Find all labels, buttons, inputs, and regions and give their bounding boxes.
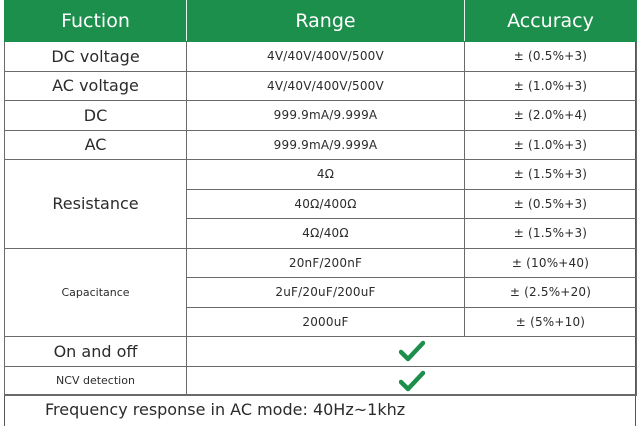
check-icon [399, 340, 425, 362]
range-cell: 999.9mA/9.999A [187, 101, 465, 131]
range-cell: 4V/40V/400V/500V [187, 42, 465, 72]
range-cell: 2000uF [187, 307, 465, 337]
range-cell: 4V/40V/400V/500V [187, 71, 465, 101]
function-cell: DC [5, 101, 187, 131]
accuracy-cell: ± (5%+10) [465, 307, 637, 337]
spec-table [4, 0, 637, 396]
function-cell: Capacitance [5, 248, 187, 337]
range-cell: 2uF/20uF/200uF [187, 278, 465, 308]
function-cell: AC [5, 130, 187, 160]
header-row [5, 1, 637, 42]
range-cell: 4Ω [187, 160, 465, 190]
accuracy-cell: ± (2.5%+20) [465, 278, 637, 308]
table-row [5, 337, 637, 367]
accuracy-cell: ± (1.5%+3) [465, 160, 637, 190]
function-cell: Resistance [5, 160, 187, 249]
range-cell: 40Ω/400Ω [187, 189, 465, 219]
support-cell [187, 337, 637, 367]
support-cell [187, 366, 637, 396]
frequency-response-note: Frequency response in AC mode: 40Hz~1khz [4, 394, 636, 426]
function-cell: AC voltage [5, 71, 187, 101]
header-range: Range [187, 1, 465, 42]
range-cell: 20nF/200nF [187, 248, 465, 278]
table-row [5, 71, 637, 101]
accuracy-cell: ± (1.5%+3) [465, 219, 637, 249]
check-icon [399, 370, 425, 392]
table-row [5, 248, 637, 278]
accuracy-cell: ± (0.5%+3) [465, 189, 637, 219]
accuracy-cell: ± (1.0%+3) [465, 71, 637, 101]
accuracy-cell: ± (0.5%+3) [465, 42, 637, 72]
table-row [5, 130, 637, 160]
function-cell: NCV detection [5, 366, 187, 396]
range-cell: 999.9mA/9.999A [187, 130, 465, 160]
table-row [5, 101, 637, 131]
accuracy-cell: ± (1.0%+3) [465, 130, 637, 160]
range-cell: 4Ω/40Ω [187, 219, 465, 249]
accuracy-cell: ± (2.0%+4) [465, 101, 637, 131]
table-row [5, 366, 637, 396]
accuracy-cell: ± (10%+40) [465, 248, 637, 278]
function-cell: DC voltage [5, 42, 187, 72]
table-row [5, 42, 637, 72]
function-cell: On and off [5, 337, 187, 367]
table-row [5, 160, 637, 190]
header-function: Fuction [5, 1, 187, 42]
header-accuracy: Accuracy [465, 1, 637, 42]
